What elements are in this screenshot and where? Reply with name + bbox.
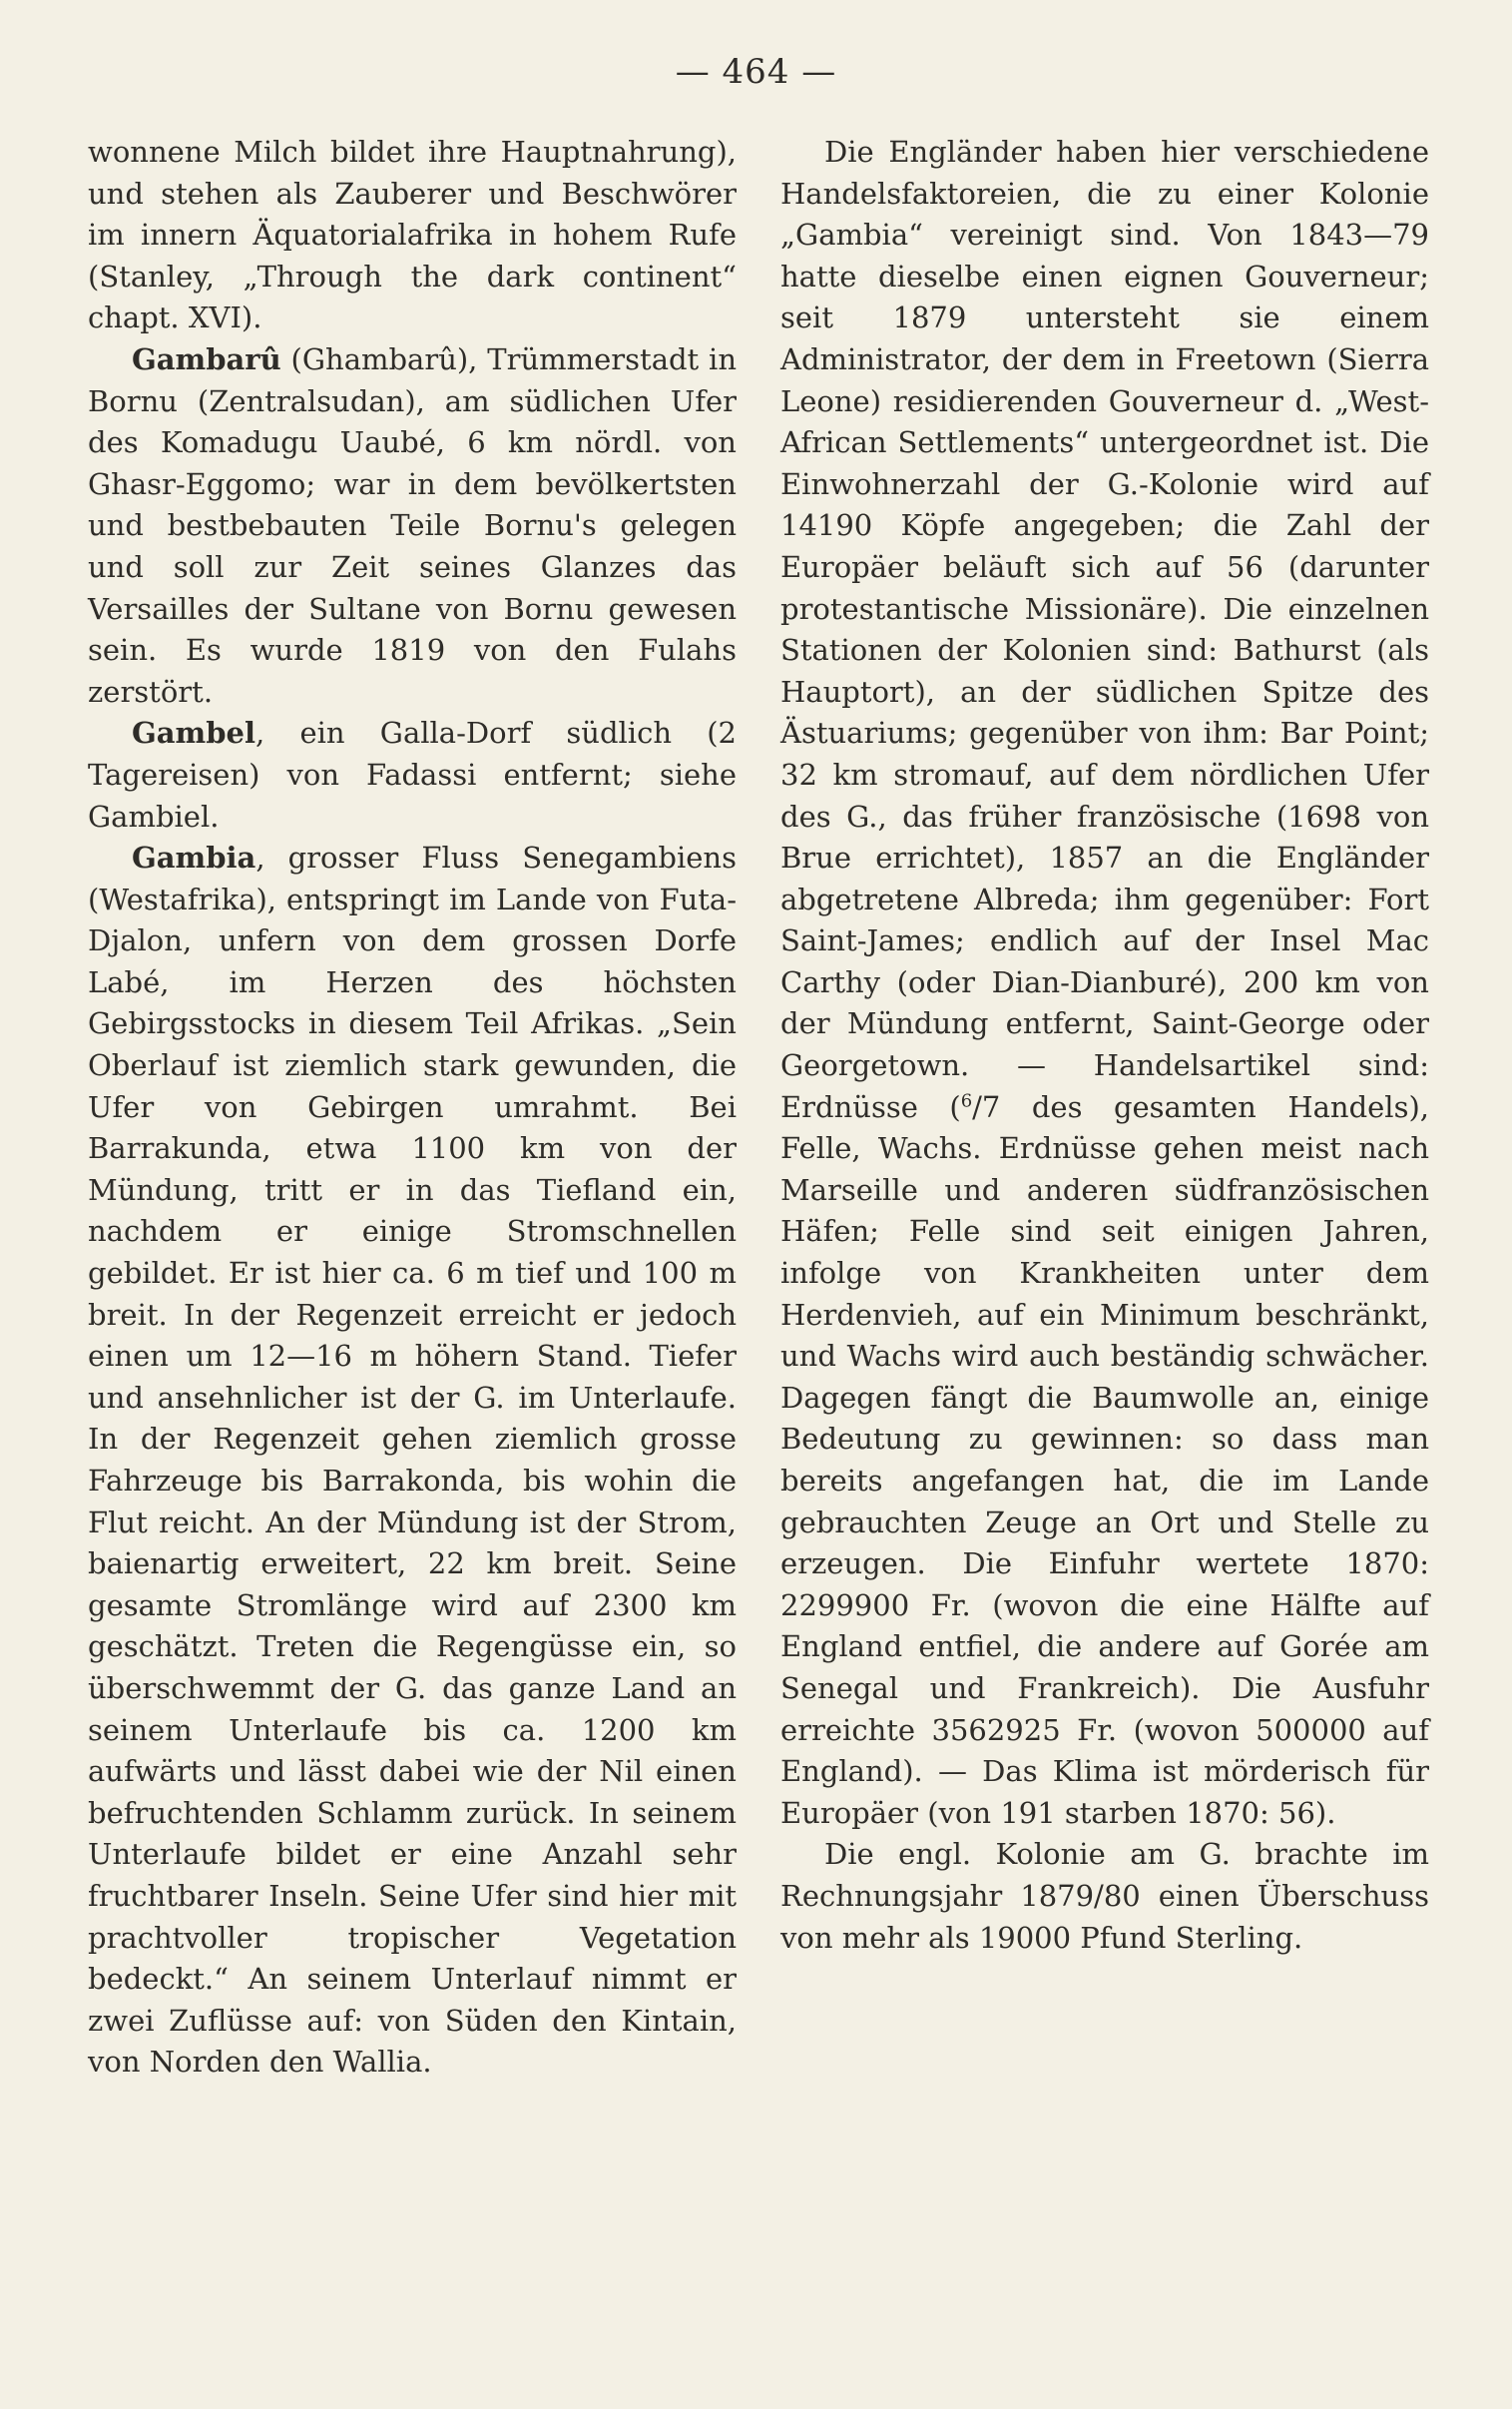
- left-column: [88, 132, 737, 2084]
- entry-term-gambia: Gambia: [132, 841, 256, 876]
- entry-text-gambia: , grosser Fluss Senegambiens (Westafrika), entspringt im Lande von Futa-Djalon, unfern von dem grossen Dorfe Labé, im Herzen des höchsten Gebirgsstocks in diesem Teil Afrikas. „Sein Oberlauf ist ziemlich stark gewunden, die Ufer von Gebirgen umrahmt. Bei Barrakunda, etwa 1100 km von der Mündung, tritt er in das Tiefland ein, nachdem er einige Stromschnellen gebildet. Er ist hier ca. 6 m tief und 100 m breit. In der Regenzeit erreicht er jedoch einen um 12—16 m höhern Stand. Tiefer und ansehnlicher ist der G. im Unterlaufe. In der Regenzeit gehen ziemlich grosse Fahrzeuge bis Barrakonda, bis wohin die Flut reicht. An der Mündung ist der Strom, baienartig erweitert, 22 km breit. Seine gesamte Stromlänge wird auf 2300 km geschätzt. Treten die Regengüsse ein, so überschwemmt der G. das ganze Land an seinem Unterlaufe bis ca. 1200 km aufwärts und lässt dabei wie der Nil einen befruchtenden Schlamm zurück. In seinem Unterlaufe bildet er eine Anzahl sehr fruchtbarer Inseln. Seine Ufer sind hier mit prachtvoller tropischer Vegetation bedeckt.“ An seinem Unterlauf nimmt er zwei Zuflüsse auf: von Süden den Kintain, von Norden den Wallia.: [88, 841, 737, 2080]
- page-number: — 464 —: [675, 52, 837, 92]
- paragraph-surplus: Die engl. Kolonie am G. brachte im Rechnungsjahr 1879/80 einen Überschuss von mehr als 19000 Pfund Sterling.: [780, 1837, 1429, 1955]
- colony-text-part2: des gesamten Handels), Felle, Wachs. Erdnüsse gehen meist nach Marseille und anderen südfranzösischen Häfen; Felle sind seit einigen Jahren, infolge von Krankheiten unter dem Herdenvieh, auf ein Minimum beschränkt, und Wachs wird auch beständig schwächer. Dagegen fängt die Baumwolle an, einige Bedeutung zu gewinnen: so dass man bereits angefangen hat, die im Lande gebrauchten Zeuge an Ort und Stelle zu erzeugen. Die Einfuhr wertete 1870: 2299900 Fr. (wovon die eine Hälfte auf England entfiel, die andere auf Gorée am Senegal und Frankreich). Die Ausfuhr erreichte 3562925 Fr. (wovon 500000 auf England). — Das Klima ist mörderisch für Europäer (von 191 starben 1870: 56).: [780, 1089, 1429, 1830]
- entry-gambel: [88, 713, 737, 838]
- entry-gambia: [88, 838, 737, 2084]
- colony-text-part1: Die Engländer haben hier verschiedene Handelsfaktoreien, die zu einer Kolonie „Gambia“ vereinigt sind. Von 1843—79 hatte dieselbe einen eignen Gouverneur; seit 1879 untersteht sie einem Administrator, der dem in Freetown (Sierra Leone) residierenden Gouverneur d. „West-African Settlements“ untergeordnet ist. Die Einwohnerzahl der G.-Kolonie wird auf 14190 Köpfe angegeben; die Zahl der Europäer beläuft sich auf 56 (darunter protestantische Missionäre). Die einzelnen Stationen der Kolonien sind: Bathurst (als Hauptort), an der südlichen Spitze des Ästuariums; gegenüber von ihm: Bar Point; 32 km stromauf, auf dem nördlichen Ufer des G., das früher französische (1698 von Brue errichtet), 1857 an die Engländer abgetretene Albreda; ihm gegenüber: Fort Saint-James; endlich auf der Insel Mac Carthy (oder Dian-Dianburé), 200 km von der Mündung entfernt, Saint-George oder Georgetown. — Handelsartikel sind: Erdnüsse (: [780, 135, 1429, 1124]
- right-column: [780, 132, 1429, 1959]
- fraction-numerator: 6: [960, 1090, 973, 1111]
- entry-term-gambaru: Gambarû: [132, 341, 281, 376]
- fraction-denominator: /7: [972, 1089, 1001, 1124]
- entry-gambaru: [88, 339, 737, 713]
- entry-text-gambel: , ein Galla-Dorf südlich (2 Tagereisen) von Fadassi entfernt; siehe Gambiel.: [88, 716, 737, 834]
- paragraph-continuation: wonnene Milch bildet ihre Hauptnahrung), und stehen als Zauberer und Beschwörer im innern Äquatorialafrika in hohem Rufe (Stanley, „Through the dark continent“ chapt. XVI).: [88, 135, 737, 335]
- entry-term-gambel: Gambel: [132, 716, 255, 751]
- paragraph-colony: [780, 132, 1429, 1834]
- entry-text-gambaru: (Ghambarû), Trümmerstadt in Bornu (Zentralsudan), am südlichen Ufer des Komadugu Uaubé, 6 km nördl. von Ghasr-Eggomo; war in dem bevölkertsten und bestbebauten Teile Bornu's gelegen und soll zur Zeit seines Glanzes das Versailles der Sultane von Bornu gewesen sein. Es wurde 1819 von den Fulahs zerstört.: [88, 341, 737, 709]
